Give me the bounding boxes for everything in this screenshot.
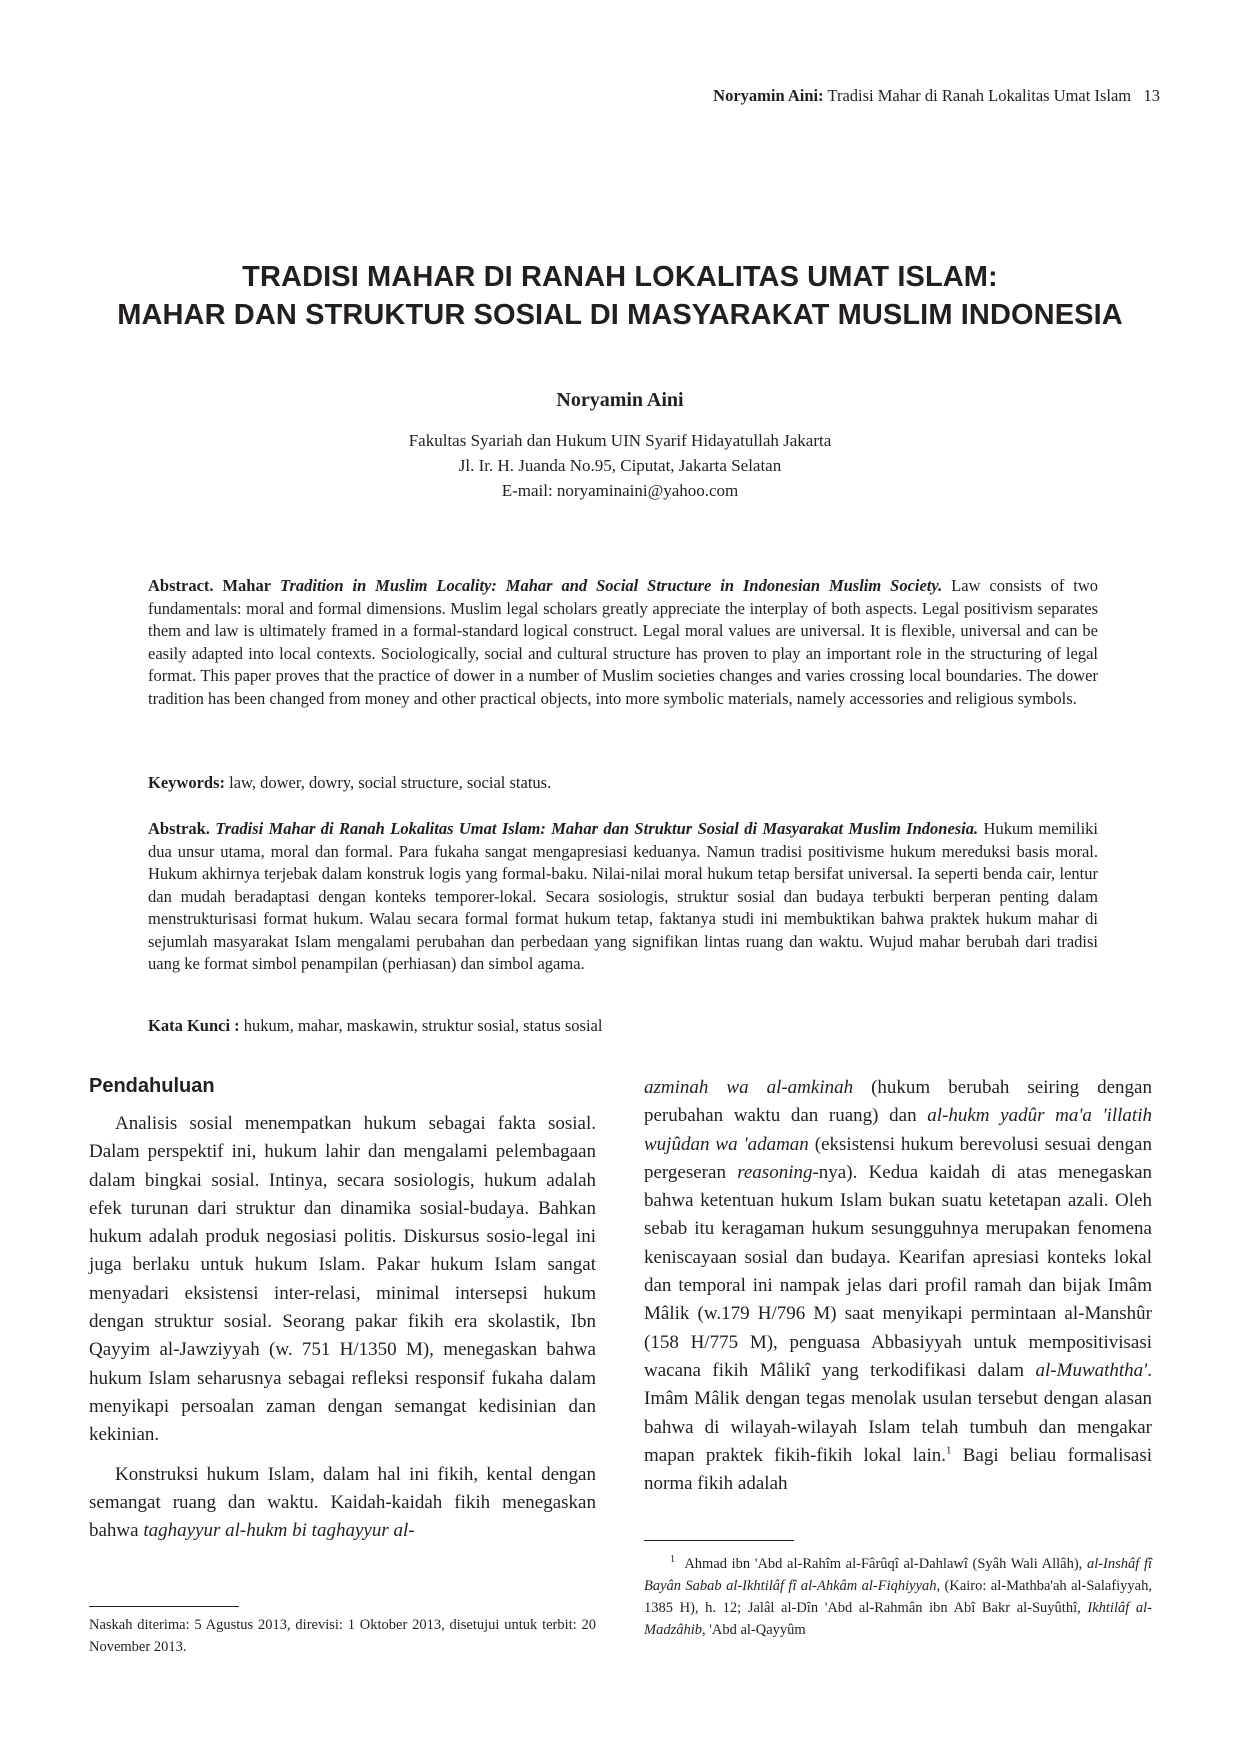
body-column-right <box>644 1074 1152 1498</box>
author-name: Noryamin Aini <box>556 389 684 411</box>
keywords-english <box>148 772 1098 795</box>
continued-italic-3: reasoning <box>737 1161 813 1183</box>
running-header <box>713 86 1160 106</box>
continued-italic-4: al-Muwaththa' <box>1035 1359 1148 1381</box>
author-email: E-mail: noryaminaini@yahoo.com <box>501 481 739 500</box>
body-paragraph-2-continued <box>644 1074 1152 1498</box>
body-column-left <box>89 1072 596 1545</box>
submission-note: Naskah diterima: 5 Agustus 2013, direvisi: 1 Oktober 2013, disetujui untuk terbit: 20 November 2013. <box>89 1617 596 1655</box>
body-paragraph-2 <box>89 1461 596 1546</box>
continued-italic-2: al-hukm yadûr ma'a 'illatih wujûdan wa 'adaman <box>644 1105 1152 1155</box>
abstrak-body: Hukum memiliki dua unsur utama, moral dan formal. Para fukaha sangat mengapresiasi keduanya. Namun tradisi positivisme hukum mereduksi basis moral. Hukum akhirnya terjebak dalam konstruk logis yang formal-baku. Nilai-nilai moral hukum tetap bersifat universal. Ia seperti benda cair, lentur dan mudah beradaptasi dengan konteks temporer-lokal. Secara sosiologis, struktur sosial dan budaya terbukti berperan penting dalam menstrukturisasi format hukum. Walau secara formal format hukum tetap, faktanya studi ini membuktikan bahwa praktek hukum mahar di sejumlah masyarakat Islam mengalami perubahan dan perbedaan yang signifikan lintas ruang dan waktu. Wujud mahar berubah dari tradisi uang ke format simbol penampilan (perhiasan) dan simbol agama. <box>148 819 1099 973</box>
abstract-label: Abstract. <box>148 576 214 595</box>
keywords-indonesian <box>148 1015 1098 1038</box>
page-number: 13 <box>1143 86 1160 105</box>
article-title-line2: MAHAR DAN STRUKTUR SOSIAL DI MASYARAKAT MUSLIM INDONESIA <box>117 299 1123 331</box>
continued-text-2: (eksistensi hukum berevolusi sesuai dengan pergeseran <box>644 1133 1152 1183</box>
footnote-1-text-1: Ahmad ibn 'Abd al-Rahîm al-Fârûqî al-Dahlawî (Syâh Wali Allâh), <box>684 1556 1087 1572</box>
footnote-reference[interactable]: 1 <box>945 1444 952 1457</box>
abstract-english <box>148 575 1098 710</box>
continued-text-5: Bagi beliau formalisasi norma fikih adalah <box>644 1444 1152 1495</box>
article-title-line1: TRADISI MAHAR DI RANAH LOKALITAS UMAT ISLAM: <box>242 261 998 293</box>
abstract-title: Tradition in Muslim Locality: Mahar and Social Structure in Indonesian Muslim Society. <box>279 576 943 595</box>
body-paragraph-2-text: Konstruksi hukum Islam, dalam hal ini fikih, kental dengan semangat ruang dan waktu. Kaidah-kaidah fikih menegaskan bahwa <box>89 1463 596 1542</box>
abstract-body: Law consists of two fundamentals: moral and formal dimensions. Muslim legal scholars greatly appreciate the interplay of both aspects. Legal positivism separates them and law is ultimately framed in a formal-standard logical construct. Legal moral values are universal. It is flexible, universal and can be easily adapted into local contexts. Sociologically, social and cultural structure has proven to play an important role in the structuring of legal format. This paper proves that the practice of dower in a number of Muslim societies changes and varies crossing local boundaries. The dower tradition has been changed from money and other practical objects, into more symbolic materials, namely accessories and religious symbols. <box>148 576 1099 708</box>
running-header-author: Noryamin Aini: <box>713 86 824 105</box>
footnote-1-italic-1: al-Inshâf fî Bayân Sabab al-Ikhtilâf fî al-Ahkâm al-Fiqhiyyah <box>644 1556 1153 1594</box>
body-paragraph-1: Analisis sosial menempatkan hukum sebagai fakta sosial. Dalam perspektif ini, hukum lahir dan mengalami pelembagaan dalam bingkai sosial. Intinya, secara sosiologis, hukum adalah efek turunan dari struktur dan dinamika sosial-budaya. Bahkan hukum adalah produk negosiasi politis. Diskursus sosio-legal ini juga berlaku untuk hukum Islam. Pakar hukum Islam sangat menyadari eksistensi inter-relasi, minimal intersepsi hukum dengan struktur sosial. Seorang pakar fikih era skolastik, Ibn Qayyim al-Jawziyyah (w. 751 H/1350 M), menegaskan bahwa hukum Islam seharusnya sebagai refleksi responsif fukaha dalam menyikapi persoalan zaman dengan semangat kedisinian dan kekinian. <box>89 1113 596 1446</box>
section-heading: Pendahuluan <box>89 1075 215 1097</box>
keywords-label: Keywords: <box>148 773 225 792</box>
footnote-1-text-3: , 'Abd al-Qayyûm <box>702 1622 806 1638</box>
footnote-divider-right <box>644 1540 794 1541</box>
affiliation-institution: Fakultas Syariah dan Hukum UIN Syarif Hidayatullah Jakarta <box>408 431 832 450</box>
abstrak-title: Tradisi Mahar di Ranah Lokalitas Umat Islam: Mahar dan Struktur Sosial di Masyarakat Muslim Indonesia. <box>215 819 979 838</box>
footnote-1-text-2: , (Kairo: al-Mathba'ah al-Salafiyyah, 1385 H), h. 12; Jalâl al-Dîn 'Abd al-Rahmân ibn Abî Bakr al-Suyûthî, <box>644 1578 1152 1616</box>
abstract-indonesian <box>148 818 1098 976</box>
continued-text-3: -nya). Kedua kaidah di atas menegaskan bahwa ketentuan hukum Islam bukan suatu ketetapan azali. Oleh sebab itu keragaman hukum sesungguhnya merupakan fenomena keniscayaan sosial dan budaya. Kearifan apresiasi konteks lokal dan temporal ini nampak jelas dari profil ramah dan bijak Imâm Mâlik (w.179 H/796 M) saat menyikapi permintaan al-Manshûr (158 H/775 M), penguasa Abbasiyyah untuk mempositivisasi wacana fikih Mâlikî yang terkodifikasi dalam <box>644 1161 1153 1381</box>
continued-italic-1: azminah wa al-amkinah <box>644 1077 854 1098</box>
footnote-1-number: 1 <box>670 1554 675 1566</box>
affiliation-address: Jl. Ir. H. Juanda No.95, Ciputat, Jakarta Selatan <box>458 456 782 475</box>
article-title <box>60 258 1180 334</box>
running-header-title: Tradisi Mahar di Ranah Lokalitas Umat Islam <box>827 86 1132 105</box>
abstrak-label: Abstrak. <box>148 819 210 838</box>
keywords-list: law, dower, dowry, social structure, social status. <box>229 773 552 792</box>
continued-text-4: . Imâm Mâlik dengan tegas menolak usulan tersebut dengan alasan bahwa di wilayah-wilayah Islam telah tumbuh dan mengakar mapan praktek fikih-fikih lokal lain. <box>644 1359 1152 1466</box>
footnote-divider-left <box>89 1606 239 1607</box>
abstract-lead: Mahar <box>222 576 272 595</box>
continued-text-1: (hukum berubah seiring dengan perubahan waktu dan ruang) dan <box>644 1077 1152 1127</box>
footnote-1 <box>644 1553 1152 1641</box>
kata-kunci-list: hukum, mahar, maskawin, struktur sosial, status sosial <box>243 1016 603 1035</box>
kata-kunci-label: Kata Kunci : <box>148 1016 240 1035</box>
body-paragraph-2-italic: taghayyur al-hukm bi taghayyur al- <box>143 1520 415 1542</box>
footnote-1-italic-2: Ikhtilâf al-Madzâhib <box>644 1600 1152 1638</box>
author-affiliation <box>0 428 1240 503</box>
